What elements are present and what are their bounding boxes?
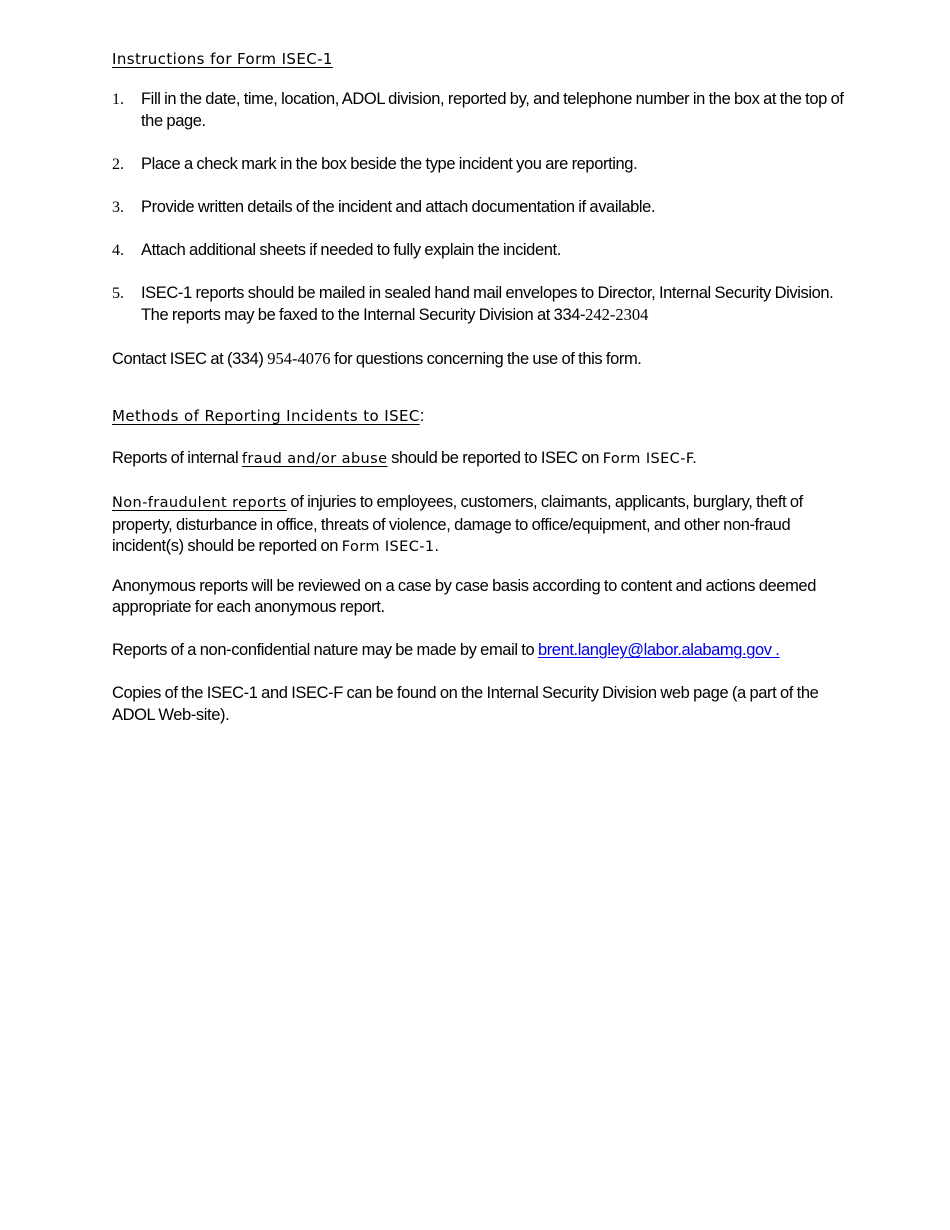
email-link-period[interactable]: . [771,641,780,659]
methods-heading-row [112,406,847,427]
step-text: ISEC-1 reports should be mailed in sealed hand mail envelopes to Director, Internal Security Division. The reports may be faxed to the Internal Security Division at 334- [141,283,848,324]
step-number: 2. [112,155,124,173]
list-item [112,283,847,327]
nonfraud-paragraph [112,492,847,559]
instructions-list [112,89,847,327]
email-text: Reports of a non-confidential nature may be made by email to [112,641,538,659]
fraud-paragraph [112,448,847,471]
nonfraud-end: . [434,537,439,555]
fraud-text-start: Reports of internal [112,449,242,467]
step-text: Fill in the date, time, location, ADOL division, reported by, and telephone number in the box at the top of the page. [141,90,844,130]
list-item [112,154,847,176]
step-text: Place a check mark in the box beside the type incident you are reporting. [141,154,638,173]
contact-text-start: Contact ISEC at (334) [112,349,268,368]
contact-text-end: for questions concerning the use of this form. [330,349,642,368]
fax-number: 242-2304 [585,305,649,324]
fraud-term: fraud and/or abuse [241,451,388,467]
step-number: 3. [112,198,124,216]
step-number: 5. [112,284,124,302]
step-text: Attach additional sheets if needed to fully explain the incident. [141,240,561,259]
list-item [112,89,847,132]
step-number: 4. [112,241,124,259]
document-page [112,49,847,726]
nonfraud-term: Non-fraudulent reports [112,495,287,511]
nonfraud-form-name: Form ISEC-1 [341,539,435,555]
step-number: 1. [112,91,124,108]
list-item [112,240,847,262]
email-link[interactable]: brent.langley@labor.alabamg.gov [537,641,772,659]
fraud-text-mid: should be reported to ISEC on [387,449,603,467]
list-item [112,197,847,219]
instructions-heading: Instructions for Form ISEC-1 [112,50,333,68]
fraud-form-name: Form ISEC-F. [602,451,698,467]
methods-heading-colon: : [419,407,424,425]
nonfraud-text: of injuries to employees, customers, claimants, applicants, burglary, theft of property, disturbance in office, threats of violence, damage to office/equipment, and other non-fraud incident(s) should be reported on [112,493,807,555]
contact-phone: 954-4076 [267,348,331,368]
copies-paragraph: Copies of the ISEC-1 and ISEC-F can be found on the Internal Security Division web page (a part of the ADOL Web-site). [112,684,819,724]
contact-line [112,348,847,371]
methods-heading: Methods of Reporting Incidents to ISEC [112,407,420,425]
step-text: Provide written details of the incident and attach documentation if available. [141,197,656,216]
anonymous-paragraph: Anonymous reports will be reviewed on a case by case basis according to content and actions deemed appropriate for each anonymous report. [112,576,816,616]
email-paragraph [112,640,847,662]
